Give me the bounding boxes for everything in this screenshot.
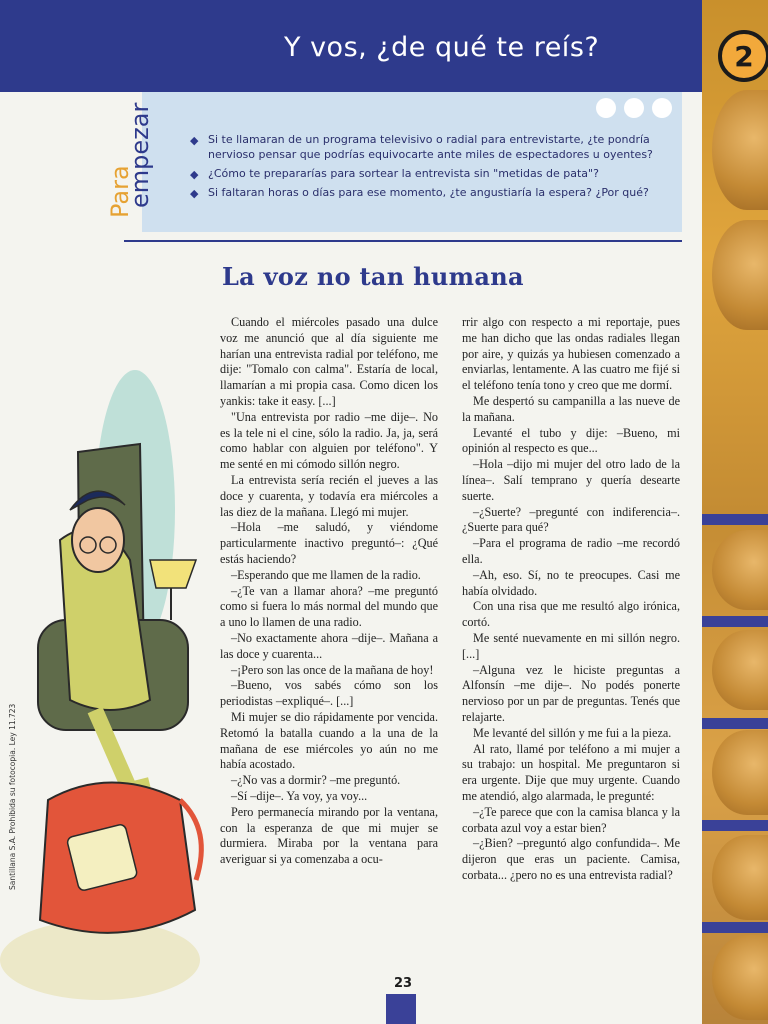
paragraph: Me despertó su campanilla a las nueve de la mañana. <box>462 393 680 424</box>
diamond-bullet-icon: ◆ <box>190 134 199 147</box>
man-in-armchair-illustration <box>0 360 215 1000</box>
paragraph: Me levanté del sillón y me fui a la pieza. <box>473 725 672 740</box>
intro-questions <box>190 132 660 204</box>
paragraph: –Ah, eso. Sí, no te preocupes. Casi me había olvidado. <box>462 567 680 598</box>
strip-tab <box>702 820 768 831</box>
article-column-1 <box>220 315 438 868</box>
face-image <box>712 90 768 210</box>
intro-question: ◆ ¿Cómo te prepararías para sortear la entrevista sin "metidas de pata"? <box>190 167 599 181</box>
paragraph: –Bueno, vos sabés cómo son los periodistas –expliqué–. [...] <box>220 678 438 709</box>
strip-tab <box>702 922 768 933</box>
copyright-notice: Santillana S.A. Prohibida su fotocopia. Ley 11.723 <box>8 703 17 890</box>
face-image <box>712 835 768 920</box>
paragraph: –¿Bien? –preguntó algo confundida–. Me dijeron que eras un paciente. Camisa, corbata... ¿pero no es una entrevista radial? <box>462 836 680 882</box>
diamond-bullet-icon: ◆ <box>190 187 199 200</box>
face-image <box>712 220 768 330</box>
paragraph: Cuando el miércoles pasado una dulce voz me anunció que al día siguiente me harían una entrevista radial por teléfono, me dije: "Tomalo con calma". Estaría de local, llamarían a mi propia casa. Como dicen los yankis: take it easy. [...] <box>220 315 438 408</box>
diamond-bullet-icon: ◆ <box>190 168 199 181</box>
chapter-title: Y vos, ¿de qué te reís? <box>284 32 600 63</box>
paragraph: –Alguna vez le hiciste preguntas a Alfonsín –me dije–. No podés ponerte nervioso por un par de preguntas. Tenés que relajarte. <box>462 662 680 724</box>
dot-icon <box>596 98 616 118</box>
paragraph: –¿Suerte? –pregunté con indiferencia–. ¿Suerte para qué? <box>462 504 680 535</box>
paragraph: –Hola –me saludó, y viéndome particularmente inactivo preguntó–: ¿Qué estás haciendo? <box>220 520 438 566</box>
paragraph: –¿Te parece que con la camisa blanca y la corbata azul voy a estar bien? <box>462 804 680 835</box>
chapter-number-badge: 2 <box>718 30 768 82</box>
man-face <box>72 508 124 572</box>
section-label-line2: empezar <box>126 102 154 208</box>
paragraph: –No exactamente ahora –dije–. Mañana a las doce y cuarenta... <box>220 630 438 661</box>
paragraph: Con una risa que me resultó algo irónica, cortó. <box>462 599 680 630</box>
section-label-line1: Para <box>106 165 134 218</box>
decorative-dots <box>596 98 672 118</box>
paragraph: –Sí –dije–. Ya voy, ya voy... <box>231 788 368 803</box>
dot-icon <box>624 98 644 118</box>
section-label <box>106 102 154 218</box>
paragraph: Levanté el tubo y dije: –Bueno, mi opinión al respecto es que... <box>462 425 680 456</box>
paragraph: Mi mujer se dio rápidamente por vencida. Retomó la batalla cuando a la una de la mañana de ese miércoles yo aún no me había acostado. <box>220 709 438 772</box>
face-image <box>712 530 768 610</box>
article-title: La voz no tan humana <box>222 262 524 291</box>
paragraph: –Esperando que me llamen de la radio. <box>231 567 421 582</box>
paragraph: –Para el programa de radio –me recordó ella. <box>462 536 680 566</box>
article-column-2 <box>462 315 680 884</box>
face-image <box>712 935 768 1020</box>
intro-box <box>142 92 682 232</box>
paragraph: –¿Te van a llamar ahora? –me preguntó como si fuera lo más normal del mundo que a uno lo llamen de una radio. <box>220 583 438 630</box>
page-number: 23 <box>394 976 413 991</box>
page-tab <box>386 994 416 1024</box>
paragraph: Al rato, llamé por teléfono a mi mujer a su trabajo: un hospital. Me preguntaron si era urgente. Dije que muy urgente. Cuando me atendió, algo alarmada, le pregunté: <box>462 741 680 803</box>
paragraph: –Hola –dijo mi mujer del otro lado de la línea–. Salí temprano y quería desearte suerte. <box>462 457 680 503</box>
intro-question: ◆ Si faltaran horas o días para ese momento, ¿te angustiaría la espera? ¿Por qué? <box>190 186 649 200</box>
intro-question: ◆ Si te llamaran de un programa televisivo o radial para entrevistarte, ¿te pondría nervioso pensar que podrías equivocarte ante miles de espectadores u oyentes? <box>190 133 653 161</box>
chapter-header <box>0 0 702 92</box>
face-image <box>712 730 768 815</box>
strip-tab <box>702 514 768 525</box>
paragraph: rrir algo con respecto a mi reportaje, pues me han dicho que las ondas radiales llegan por aire, y quizás ya hubiesen comenzado a enviarlas, lentamente. A las cuatro me fijé si el teléfono tenía tono y creo que me dormí. <box>462 315 680 393</box>
paragraph: "Una entrevista por radio –me dije–. No es la tele ni el cine, sólo la radio. Ja, ja, será como hablar con alguien por teléfono". Y me senté en mi cómodo sillón negro. <box>220 409 438 472</box>
strip-tab <box>702 718 768 729</box>
face-image <box>712 630 768 710</box>
paragraph: –¡Pero son las once de la mañana de hoy! <box>231 662 434 677</box>
photo-strip <box>702 0 768 1024</box>
paragraph: La entrevista sería recién el jueves a las doce y cuarenta, y todavía era miércoles a las diez de la mañana. Llegó mi mujer. <box>220 472 438 519</box>
paragraph: Pero permanecía mirando por la ventana, con la esperanza de que mi mujer se durmiera. Miraba por la ventana para averiguar si ya comenzaba a ocu- <box>220 804 438 867</box>
paragraph: –¿No vas a dormir? –me preguntó. <box>231 773 401 788</box>
strip-tab <box>702 616 768 627</box>
divider <box>124 240 682 242</box>
paragraph: Me senté nuevamente en mi sillón negro. [...] <box>462 630 680 661</box>
lamp-shade <box>150 560 196 588</box>
dot-icon <box>652 98 672 118</box>
